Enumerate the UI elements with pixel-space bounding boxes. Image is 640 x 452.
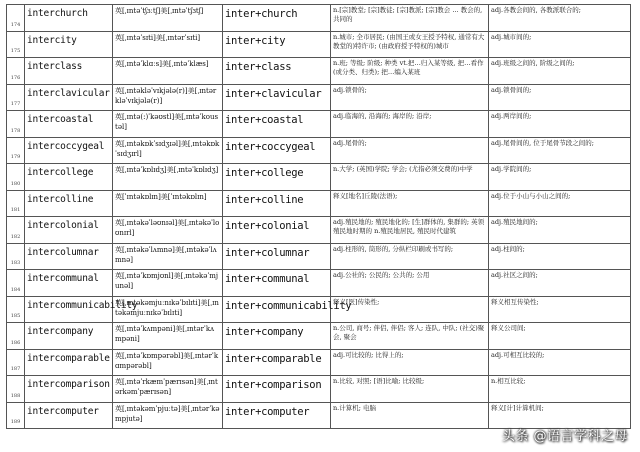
table-row [7, 376, 631, 403]
derived-meaning-cell-text: adj.班级之间的, 阶级之间的; [491, 59, 575, 67]
word-cell-text: intercoastal [27, 114, 94, 125]
phonetic-cell-text: 英[ˌɪntəˈtʃɜːtʃ]美[ˌɪntəˈtʃɜtʃ] [115, 7, 204, 15]
root-definition-cell-text: 释义[医]传染性; [333, 297, 380, 306]
row-number [7, 402, 25, 429]
phonetic-cell-text: 英[ˌɪntəˈklɑːs]美[ˌɪntəˈklæs] [115, 60, 209, 68]
phonetic-cell [113, 243, 223, 270]
vocabulary-sheet [6, 4, 630, 448]
root-definition-cell [331, 111, 489, 138]
row-number-text: 182 [10, 233, 21, 240]
morpheme-split-cell-text: inter+communal [225, 273, 310, 285]
row-number-text: 179 [10, 154, 21, 160]
word-cell [25, 31, 113, 58]
derived-meaning-cell-text: adj.城市间的; [491, 32, 532, 41]
derived-meaning-cell [489, 349, 631, 376]
row-number [7, 5, 25, 32]
row-number [7, 323, 25, 350]
row-number-text: 188 [10, 392, 21, 399]
word-cell [25, 190, 113, 217]
morpheme-split-cell [223, 31, 331, 58]
row-number-text: 185 [10, 313, 21, 319]
row-number-text: 187 [10, 366, 21, 372]
word-cell [25, 349, 113, 376]
phonetic-cell-text: 英[ˌɪntəkləˈvɪkjələ(r)]美[ˌɪntərkləˈvɪkjələ(r)] [115, 86, 217, 105]
word-cell-text: intercomparable [27, 352, 110, 364]
word-cell-text: intercomputer [27, 405, 99, 417]
table-row [7, 243, 631, 270]
row-number-text: 177 [10, 101, 21, 107]
phonetic-cell-text: 英[ˌɪntəˈkɒmpərəbl]美[ˌɪntərˈkɑmpərəbl] [115, 351, 219, 370]
table-row [7, 137, 631, 164]
row-number-text: 183 [10, 260, 21, 266]
table-row [7, 111, 631, 138]
row-number [7, 270, 25, 297]
derived-meaning-cell-text: adj.学院间的; [491, 165, 532, 173]
root-definition-cell [331, 323, 489, 350]
table-row [7, 270, 631, 297]
row-number [7, 243, 25, 270]
derived-meaning-cell [489, 31, 631, 58]
phonetic-cell-text: 英[ˌɪntə(:)ˈkəʊstl]美[ˌɪntəˈkoustəl] [115, 113, 219, 131]
word-cell [25, 111, 113, 138]
phonetic-cell [113, 349, 223, 376]
word-cell-text: intercommunal [27, 273, 99, 284]
phonetic-cell [113, 111, 223, 138]
phonetic-cell [113, 296, 223, 323]
derived-meaning-cell [489, 84, 631, 111]
table-row [7, 58, 631, 85]
derived-meaning-cell [489, 190, 631, 217]
table-body [7, 5, 631, 429]
row-number-text: 186 [10, 339, 21, 346]
derived-meaning-cell [489, 296, 631, 323]
row-number [7, 164, 25, 191]
root-definition-cell-text: n.[宗]教堂; [宗]教徒; [宗]教派; [宗]教会 ... 教会的, 共同的 [333, 6, 483, 23]
derived-meaning-cell-text: 释义相互传染性; [491, 297, 539, 306]
row-number [7, 84, 25, 111]
derived-meaning-cell-text: adj.可相互比较的; [491, 350, 545, 359]
morpheme-split-cell-text: inter+communicability [225, 299, 352, 312]
word-cell [25, 270, 113, 297]
morpheme-split-cell-text: inter+city [225, 34, 286, 47]
phonetic-cell-text: 英[ˌɪntəˈsɪti]美[ˌɪntərˈsɪti] [115, 33, 201, 42]
row-number-text: 184 [10, 286, 21, 293]
table-row [7, 5, 631, 32]
morpheme-split-cell [223, 137, 331, 164]
root-definition-cell [331, 84, 489, 111]
morpheme-split-cell [223, 58, 331, 85]
derived-meaning-cell [489, 137, 631, 164]
phonetic-cell-text: 英[ˌɪntəkəˈləʊnɪəl]美[ˌɪntəkəˈloʊnɪrl] [115, 219, 220, 237]
phonetic-cell [113, 402, 223, 429]
root-definition-cell [331, 270, 489, 297]
morpheme-split-cell [223, 349, 331, 376]
row-number [7, 376, 25, 403]
phonetic-cell [113, 376, 223, 403]
morpheme-split-cell-text: inter+company [225, 326, 304, 338]
root-definition-cell-text: n.大学; (英国)学院; 学会; (尤指必须交费的)中学 [333, 165, 473, 173]
morpheme-split-cell-text: inter+colline [225, 193, 304, 206]
morpheme-split-cell-text: inter+church [225, 8, 298, 20]
row-number [7, 190, 25, 217]
morpheme-split-cell-text: inter+clavicular [225, 87, 322, 100]
root-definition-cell [331, 58, 489, 85]
word-cell [25, 243, 113, 270]
phonetic-cell-text: 英[ˌɪntəˈrkæmˈpærɪsən]美[ˌɪntərkəmˈpærɪsən] [115, 378, 218, 396]
root-definition-cell-text: n.城市; 全市居民; (由国王或女王授予特权, 通常有大教堂的)特许市; (由政府授予特权的)城市 [333, 32, 485, 50]
word-cell [25, 5, 113, 32]
word-cell-text: intercollege [27, 167, 94, 178]
row-number [7, 31, 25, 58]
word-cell-text: intercity [27, 34, 77, 46]
phonetic-cell-text: 英[ˌɪntəkɒkˈsɪdʒɪəl]美[ˌɪntəkɒkˈsɪdʒɪrl] [115, 139, 220, 158]
morpheme-split-cell [223, 190, 331, 217]
phonetic-cell-text: 英[ˌɪntəkəˈlʌmnə]美[ˌɪntəkəˈlʌmnə] [115, 245, 217, 264]
word-cell [25, 217, 113, 244]
row-number-text: 176 [10, 74, 21, 81]
phonetic-cell [113, 270, 223, 297]
derived-meaning-cell-text: adj.锁骨间的; [491, 85, 532, 94]
row-number-text: 189 [10, 419, 21, 425]
morpheme-split-cell-text: inter+coccygeal [225, 140, 316, 153]
derived-meaning-cell-text: adj.尾骨间的, 位于尾骨节段之间的; [491, 138, 594, 147]
word-cell-text: intercoccygeal [27, 140, 105, 152]
phonetic-cell [113, 164, 223, 191]
word-cell-text: intercommunicability [27, 299, 138, 311]
row-number [7, 137, 25, 164]
root-definition-cell-text: adj.柱形的, 筒形的, 分纵栏印刷或书写的; [333, 244, 454, 253]
row-number-text: 180 [10, 180, 21, 187]
morpheme-split-cell [223, 270, 331, 297]
derived-meaning-cell [489, 270, 631, 297]
word-cell-text: intercompany [27, 326, 94, 337]
morpheme-split-cell [223, 164, 331, 191]
morpheme-split-cell-text: inter+college [225, 167, 304, 179]
morpheme-split-cell [223, 243, 331, 270]
word-cell-text: intercomparison [27, 379, 110, 390]
phonetic-cell-text: 英[ˌɪntəˈkɒmjʊnl]美[ˌɪntəkəˈmjunəl] [115, 272, 219, 290]
root-definition-cell [331, 402, 489, 429]
morpheme-split-cell-text: inter+comparison [225, 379, 322, 391]
morpheme-split-cell [223, 323, 331, 350]
morpheme-split-cell [223, 84, 331, 111]
root-definition-cell [331, 190, 489, 217]
derived-meaning-cell [489, 5, 631, 32]
word-cell [25, 84, 113, 111]
root-definition-cell-text: n.比较, 对照; [语]比喻; 比较级; [333, 377, 425, 385]
phonetic-cell [113, 137, 223, 164]
derived-meaning-cell-text: n.相互比较; [491, 377, 526, 385]
morpheme-split-cell-text: inter+computer [225, 405, 310, 418]
derived-meaning-cell-text: adj.两岸间的; [491, 112, 532, 120]
derived-meaning-cell [489, 243, 631, 270]
row-number-text: 178 [10, 127, 21, 134]
root-definition-cell [331, 376, 489, 403]
word-cell-text: interclass [27, 61, 83, 72]
root-definition-cell-text: n.计算机; 电脑 [333, 403, 377, 412]
word-cell-text: interclavicular [27, 87, 110, 99]
row-number [7, 349, 25, 376]
morpheme-split-cell [223, 402, 331, 429]
phonetic-cell-text: 英[ˈɪntəkɒlɪn]美[ˈɪntəkɒlɪn] [115, 192, 207, 201]
derived-meaning-cell [489, 217, 631, 244]
derived-meaning-cell-text: adj.各教会间的, 各教派联合的; [491, 6, 581, 14]
derived-meaning-cell [489, 376, 631, 403]
table-row [7, 84, 631, 111]
morpheme-split-cell [223, 296, 352, 323]
root-definition-cell-text: adj.殖民地的; 殖民地化的; [生]群体的, 集群的; 英领殖民地时期的 n.殖民地居民, 殖民时代建筑 [333, 218, 485, 235]
root-definition-cell [331, 164, 489, 191]
root-definition-cell [331, 296, 489, 323]
table-row [7, 217, 631, 244]
phonetic-cell-text: 英[ˌɪntəkəmjuːnɪkəˈbɪlɪti]美[ˌɪntəkəmjuːnɪkəˈbɪlɪti] [115, 298, 219, 317]
word-cell-text: intercolonial [27, 220, 99, 231]
word-cell-text: intercolline [27, 193, 94, 205]
word-cell [25, 402, 113, 429]
phonetic-cell [113, 31, 223, 58]
root-definition-cell [331, 31, 489, 58]
derived-meaning-cell-text: 释义公司间; [491, 324, 526, 332]
root-definition-cell-text: adj.尾骨的; [333, 138, 367, 147]
morpheme-split-cell [223, 111, 331, 138]
phonetic-cell [113, 190, 223, 217]
morpheme-split-cell [223, 217, 331, 244]
word-cell [25, 137, 113, 164]
derived-meaning-cell [489, 323, 631, 350]
table-row [7, 190, 631, 217]
word-cell [25, 58, 113, 85]
root-definition-cell-text: n.班; 等级; 阶级; 种类 vt.把…归入某等级, 把…看作(或分类、归类); 把…编入某班 [333, 59, 484, 76]
word-cell [25, 296, 138, 323]
row-number-text: 181 [10, 207, 21, 213]
watermark-text: 头条 @语言学科之母 [501, 429, 628, 444]
root-definition-cell [331, 243, 489, 270]
root-definition-cell [331, 137, 489, 164]
root-definition-cell-text: adj.临海的, 沿海的; 海岸的; 沿岸; [333, 112, 432, 120]
word-cell [25, 164, 113, 191]
phonetic-cell-text: 英[ˌɪntəkəmˈpjuːtə]美[ˌɪntərˈkəmpjutə] [115, 404, 220, 423]
table-row [7, 31, 631, 58]
phonetic-cell [113, 323, 223, 350]
phonetic-cell [113, 58, 223, 85]
morpheme-split-cell-text: inter+comparable [225, 352, 322, 365]
row-number [7, 296, 25, 323]
phonetic-cell [113, 84, 223, 111]
morpheme-split-cell-text: inter+columnar [225, 246, 310, 259]
morpheme-split-cell-text: inter+class [225, 61, 292, 73]
root-definition-cell-text: adj.可比较的; 比得上的; [333, 350, 404, 359]
derived-meaning-cell [489, 164, 631, 191]
derived-meaning-cell-text: adj.位于小山与小山之间的; [491, 191, 571, 200]
phonetic-cell [113, 217, 223, 244]
derived-meaning-cell-text: adj.柱间的; [491, 244, 525, 253]
morpheme-split-cell-text: inter+coastal [225, 114, 304, 126]
table-row [7, 349, 631, 376]
phonetic-cell-text: 英[ˌɪntəˈkɒlɪdʒ]美[ˌɪntəˈkɒlɪdʒ] [115, 166, 219, 174]
table-row [7, 164, 631, 191]
derived-meaning-cell-text: adj.社区之间的; [491, 271, 538, 279]
table-row [7, 323, 631, 350]
word-cell [25, 323, 113, 350]
root-definition-cell-text: n.公司, 商号; 伴侣, 伴侣; 客人; 连队, 中队; (社交)聚会, 聚会 [333, 324, 485, 341]
word-cell-text: intercolumnar [27, 246, 99, 258]
row-number [7, 58, 25, 85]
table-row [7, 296, 631, 323]
word-cell [25, 376, 113, 403]
derived-meaning-cell-text: 释义[计]计算机间; [491, 403, 544, 412]
row-number-text: 174 [10, 21, 21, 28]
root-definition-cell-text: adj.锁骨的; [333, 85, 367, 94]
morpheme-split-cell [223, 5, 331, 32]
vocabulary-table [6, 4, 631, 429]
row-number-text: 175 [10, 48, 21, 54]
derived-meaning-cell [489, 111, 631, 138]
root-definition-cell-text: adj.公社的; 公民的; 公共的; 公用 [333, 271, 430, 279]
derived-meaning-cell-text: adj.殖民地间的; [491, 218, 538, 226]
root-definition-cell [331, 217, 489, 244]
row-number [7, 111, 25, 138]
derived-meaning-cell [489, 58, 631, 85]
root-definition-cell [331, 349, 489, 376]
word-cell-text: interchurch [27, 8, 88, 19]
phonetic-cell-text: 英[ˌɪntəˈkʌmpəni]美[ˌɪntərˈkʌmpəni] [115, 325, 215, 343]
root-definition-cell [331, 5, 489, 32]
row-number [7, 217, 25, 244]
morpheme-split-cell [223, 376, 331, 403]
root-definition-cell-text: 释义[地名]丘陵(法语); [333, 191, 398, 200]
phonetic-cell [113, 5, 223, 32]
morpheme-split-cell-text: inter+colonial [225, 220, 310, 232]
